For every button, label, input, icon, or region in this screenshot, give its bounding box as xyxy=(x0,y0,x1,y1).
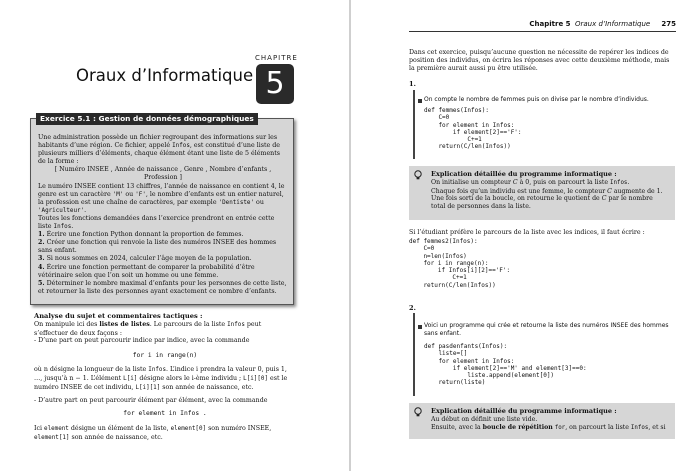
text-fragment: augmente de 1. xyxy=(611,187,663,195)
italic-fragment: C xyxy=(607,187,612,195)
analysis-title: Analyse du sujet et commentaires tactiques : xyxy=(34,312,203,320)
question-1-bullet-square xyxy=(418,99,422,103)
running-head-text xyxy=(529,20,676,28)
question-number: 4. xyxy=(38,263,45,271)
analysis-paragraph-1 xyxy=(34,321,296,338)
tip-line xyxy=(431,179,669,188)
text-fragment: , est constitué d’une liste de plusieurs milliers d’éléments, chaque élément étant une liste de 5 éléments de la forme : xyxy=(38,142,280,166)
question-text: Si nous sommes en 2024, calculer l’âge moyen de la population. xyxy=(44,255,252,263)
tip-1-lines xyxy=(431,179,669,210)
text-fragment: . xyxy=(71,223,74,231)
code-fragment: Infos xyxy=(630,424,649,431)
code-fragment: for xyxy=(554,424,566,431)
lightbulb-icon xyxy=(413,407,423,417)
question-2-bullet-square xyxy=(418,325,422,329)
question-2-code: def pasdenfants(Infos): liste=[] for element in Infos: if element[2]=='M' and element[3]==0: liste.append(element[0]) return(liste) xyxy=(424,343,587,387)
exercise-question xyxy=(38,255,288,263)
question-1-text: On compte le nombre de femmes puis on divise par le nombre d’individus. xyxy=(424,96,649,103)
code-fragment: element xyxy=(44,426,69,432)
question-text: Écrire une fonction Python donnant la proportion de femmes. xyxy=(44,231,244,239)
text-fragment: , on parcourt la liste xyxy=(565,423,631,431)
text-fragment: désigne alors le i-ème individu ; xyxy=(137,374,244,382)
analysis-paragraph-4: - D’autre part on peut parcourir élément par élément, avec la commande xyxy=(34,397,268,404)
exercise-question xyxy=(38,280,288,296)
tip-line xyxy=(431,188,669,196)
tip-2-lines xyxy=(431,416,669,432)
text-fragment: son numéro INSEE, xyxy=(206,425,272,432)
analysis-paragraph-3 xyxy=(34,366,296,392)
text-fragment: Au début on définit une liste vide. xyxy=(431,416,538,423)
exercise-paragraph-2 xyxy=(38,183,288,215)
exercise-paragraph-3 xyxy=(38,215,288,231)
running-head-title: Oraux d’Informatique xyxy=(574,20,651,28)
bold-fragment: boucle de répétition xyxy=(482,423,553,431)
question-number: 1. xyxy=(38,231,45,239)
text-fragment: Ensuite, avec la xyxy=(431,423,483,431)
exercise-question xyxy=(38,239,288,255)
page-number: 275 xyxy=(661,20,676,28)
text-fragment: Chaque fois qu’un individu est une femme, le compteur xyxy=(431,187,608,195)
exercise-intro xyxy=(38,134,288,166)
lightbulb-icon xyxy=(413,170,423,180)
text-fragment: . xyxy=(627,179,630,186)
text-fragment: par le nombre total de personnes dans la liste. xyxy=(431,195,653,210)
text-fragment: Le numéro INSEE contient 13 chiffres, l’année de naissance en contient 4, le genre est un caractère xyxy=(38,182,285,198)
bold-fragment: listes de listes xyxy=(99,321,150,328)
code-fragment: 'Dentiste' xyxy=(218,199,255,206)
text-fragment: On manipule ici des xyxy=(34,321,100,328)
question-1-code: def femmes(Infos): C=0 for element in Infos: if element[2]=='F': C+=1 return(C/len(Infos)) xyxy=(424,107,522,151)
text-fragment: . xyxy=(84,206,87,214)
exercise-body xyxy=(38,134,288,296)
italic-fragment: C xyxy=(601,195,607,203)
code-fragment: element[1] xyxy=(34,434,70,441)
running-head-chapter: Chapitre 5 xyxy=(529,20,571,28)
tip-2-title: Explication détaillée du programme informatique : xyxy=(431,407,617,415)
analysis-command-range: for i in range(n) xyxy=(132,352,198,359)
text-fragment: On initialise un compteur xyxy=(431,179,513,186)
text-fragment: peut s’effectuer de deux façons : xyxy=(34,321,262,337)
text-fragment: , et si xyxy=(648,423,666,431)
code-fragment: 'F' xyxy=(135,191,146,198)
italic-fragment: C xyxy=(512,179,518,186)
text-fragment: Ici xyxy=(34,425,45,432)
exercise-question xyxy=(38,231,288,239)
text-fragment: Toutes les fonctions demandées dans l’exercice prendront en entrée cette liste xyxy=(38,214,275,231)
text-fragment: Une fois sorti de la boucle, on retourne le quotient de xyxy=(431,195,602,203)
text-fragment: , le nombre d’enfants est un entier naturel, la profession est une chaîne de caractères, par exemple xyxy=(38,190,284,206)
text-fragment: est le numéro INSEE de cet individu, xyxy=(34,374,288,391)
tip-line xyxy=(431,195,669,210)
chapter-title: Oraux d’Informatique xyxy=(76,66,254,85)
text-fragment: désigne un élément de la liste, xyxy=(68,425,171,432)
text-fragment: ou xyxy=(123,190,136,198)
code-fragment: L[i] xyxy=(123,375,138,382)
alternative-intro: Si l’étudiant préfère le parcours de la liste avec les indices, il faut écrire : xyxy=(409,229,645,236)
text-fragment: . L’indice i prendra la valeur 0, puis 1, …, jusqu’à n − 1. L’élément xyxy=(34,366,287,382)
question-text: Créer une fonction qui renvoie la liste des numéros INSEE des hommes sans enfant. xyxy=(38,239,277,255)
exercise-question xyxy=(38,264,288,280)
chapter-number-badge: 5 xyxy=(256,64,294,104)
question-2-margin-bar xyxy=(413,313,415,396)
exercise-title: Exercice 5.1 : Gestion de données démographiques xyxy=(36,113,258,125)
code-fragment: L[i][0] xyxy=(243,375,268,382)
text-fragment: Une administration possède un fichier regroupant des informations sur les habitants d’une région. Ce fichier, appelé xyxy=(38,134,278,150)
question-2-number: 2. xyxy=(409,304,416,312)
tip-1-title: Explication détaillée du programme informatique : xyxy=(431,170,617,178)
tip-line xyxy=(431,424,669,433)
question-2-text: Voici un programme qui crée et retourne la liste des numéros INSEE des hommes sans enfant. xyxy=(424,322,669,337)
question-1-number: 1. xyxy=(409,80,416,88)
text-fragment: . Le parcours de la liste xyxy=(149,321,228,328)
code-fragment: Infos xyxy=(172,143,190,150)
code-fragment: Infos xyxy=(609,180,628,186)
question-number: 2. xyxy=(38,239,45,247)
left-page xyxy=(0,0,349,471)
code-fragment: 'Agriculteur' xyxy=(38,207,85,214)
text-fragment: son année de naissance, etc. xyxy=(160,383,254,391)
exercise-questions xyxy=(38,231,288,296)
code-fragment: Infos xyxy=(148,367,167,373)
alternative-code: def femmes2(Infos): C=0 n=len(Infos) for i in range(n): if Infos[i][2]=='F': C+=1 return(C/len(Infos)) xyxy=(409,238,511,289)
question-number: 5. xyxy=(38,279,45,287)
question-text: Écrire une fonction permettant de comparer la probabilité d’être vétérinaire selon que l’on soit un homme ou une femme. xyxy=(38,263,255,279)
code-fragment: L[i][1] xyxy=(135,384,161,391)
code-fragment: Infos xyxy=(53,224,72,231)
text-fragment: où n désigne la longueur de la liste xyxy=(34,366,149,373)
text-fragment: à 0, puis on parcourt la liste xyxy=(517,179,610,186)
exercise-format-line: [ Numéro INSEE , Année de naissance , Genre , Nombre d’enfants , Profession ] xyxy=(54,166,272,182)
tip-line xyxy=(431,416,669,424)
text-fragment: son année de naissance, etc. xyxy=(69,433,163,441)
intro-paragraph: Dans cet exercice, puisqu’aucune question ne nécessite de repérer les indices de position des individus, on écrira les réponses avec cette deuxième méthode, mais la première aurait aussi pu être utilisée. xyxy=(409,49,670,73)
right-page xyxy=(351,0,700,471)
analysis-command-element: for element in Infos . xyxy=(123,410,207,417)
analysis-paragraph-2: - D’une part on peut parcourir indice par indice, avec la commande xyxy=(34,337,250,344)
chapter-label: CHAPITRE xyxy=(255,54,298,62)
code-fragment: element[0] xyxy=(170,426,207,432)
question-text: Déterminer le nombre maximal d’enfants pour les personnes de cette liste, et retourner la liste des personnes ayant exactement ce nombre d’enfants. xyxy=(38,279,287,295)
question-1-margin-bar xyxy=(413,90,415,159)
text-fragment: ou xyxy=(254,198,264,206)
question-number: 3. xyxy=(38,255,45,263)
analysis-paragraph-5 xyxy=(34,425,296,443)
code-fragment: Infos xyxy=(227,322,245,328)
running-head-rule xyxy=(409,31,676,32)
code-fragment: 'M' xyxy=(112,191,124,198)
